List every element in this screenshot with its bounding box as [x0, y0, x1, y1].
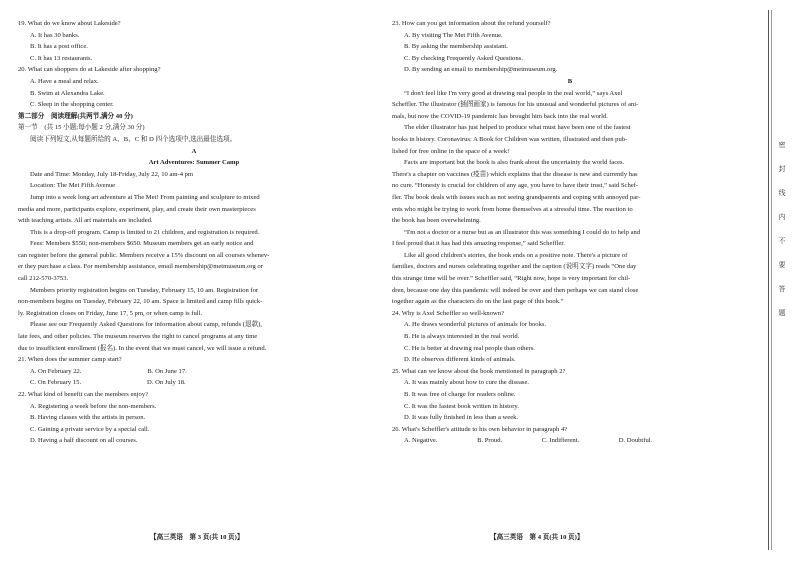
right-column-line: B: [567, 77, 573, 85]
right-column-line: C. It was the fastest book written in history.: [404, 402, 519, 410]
right-column-line: B. It was free of charge for readers online.: [404, 391, 516, 398]
left-column-line: 第一节 (共 15 小题;每小题 2 分,满分 30 分): [18, 124, 145, 132]
left-column-line: D. Having a half discount on all courses.: [30, 437, 138, 445]
right-column-line: families, doctors and nurses celebrating together and the caption (说明文字) reads “One day: [392, 263, 637, 271]
seal-char: 答: [778, 285, 786, 293]
left-column-line: due to insufficient enrollment (报名). In the event that we must cancel, we will issue a refund.: [18, 344, 267, 352]
left-column-line: 21. When does the summer camp start?: [18, 356, 122, 364]
right-column-line: fler. The book deals with issues such as not seeing grandparents and coping with annoyed par-: [392, 193, 641, 201]
right-column-line: B. He is always interested in the real world.: [404, 333, 520, 341]
right-column-line: D. He observes different kinds of animals.: [404, 356, 516, 364]
right-column-line: I feel proud that it has had this amazing response,” said Scheffler.: [392, 240, 565, 248]
right-column-line: Scheffler. The illustrator (插图画家) is famous for his unusual and wonderful pictures of ani-: [392, 101, 639, 109]
left-column-line: C. On February 15. D. On July 18.: [30, 379, 186, 387]
left-column-line: call 212-570-3753.: [18, 275, 69, 283]
right-column-line: “I'm not a doctor or a nurse but as an illustrator this was something I could do to help and: [404, 228, 641, 236]
seal-char: 密: [778, 141, 786, 149]
left-column-line: 20. What can shoppers do at Lakeside after shopping?: [18, 66, 161, 74]
left-column-line: 19. What do we know about Lakeside?: [18, 20, 121, 27]
left-column-line: B. It has a post office.: [30, 43, 88, 51]
left-column-line: Location: The Met Fifth Avenue: [30, 182, 116, 190]
right-column-line: D. It was fully finished in less than a week.: [404, 414, 519, 422]
seal-char: 线: [778, 189, 786, 197]
binding-line-inner: [771, 10, 772, 550]
right-column-line: 26. What's Scheffler's attitude to his own behavior in paragraph 4?: [392, 425, 568, 433]
page-footer-right: 【高三英语 第 4 页(共 10 页)】: [490, 534, 584, 541]
left-column: [18, 18, 370, 447]
left-column-line: 阅读下列短文,从每题所给的 A、B、C 和 D 四个选项中,选出最佳选项。: [30, 135, 237, 143]
left-column-line: media and more, participants explore, experiment, play, and create their own masterpieces: [18, 205, 256, 213]
left-column-line: C. It has 13 restaurants.: [30, 54, 93, 62]
left-column-line: Date and Time: Monday, July 18-Friday, July 22, 10 am-4 pm: [30, 170, 194, 178]
left-column-line: Members priority registration begins on Tuesday, February 15, 10 am. Registration for: [30, 286, 259, 294]
left-column-line: with teaching artists. All art materials are included.: [18, 217, 153, 225]
right-column-line: lished for free online in the space of a week!: [392, 147, 510, 155]
left-column-line: B. Swim at Alexandra Lake.: [30, 89, 105, 97]
right-column-line: A. It was mainly about how to cure the disease.: [404, 379, 530, 387]
right-column-line: A. He draws wonderful pictures of animals for books.: [404, 321, 547, 329]
left-column-line: C. Gaining a private service by a special call.: [30, 425, 150, 433]
left-column-line: A. Have a meal and relax.: [30, 77, 99, 85]
right-column-line: this strange time will be over.” Scheffler said, “Right now, hope is very important for chil-: [392, 275, 631, 283]
right-column-line: There's a chapter on vaccines (疫苗) which explains that the disease is new and currently has: [392, 170, 638, 178]
right-column-line: 24. Why is Axel Scheffler so well-known?: [392, 309, 505, 317]
left-column-line: Please see our Frequently Asked Questions for information about camp, refunds (退款),: [30, 321, 263, 329]
left-column-line: B. Having classes with the artists in person.: [30, 414, 146, 422]
left-column-line: late fees, and other policies. The museum reserves the right to cancel programs at any time: [18, 333, 258, 341]
left-column-line: A: [191, 147, 197, 155]
right-column-line: dren, because one day this pandemic will indeed be over and then perhaps we can stand close: [392, 286, 639, 294]
binding-line: [768, 10, 769, 550]
right-column-line: B. By asking the membership assistant.: [404, 43, 508, 51]
left-column-line: Art Adventures: Summer Camp: [148, 159, 240, 167]
left-column-line: C. Sleep in the shopping center.: [30, 101, 114, 109]
right-column-line: “I don't feel like I'm very good at drawing real people in the real world,” says Axel: [404, 89, 623, 97]
right-column-line: 23. How can you get information about the refund yourself?: [392, 20, 551, 27]
left-column-line: This is a drop-off program. Camp is limited to 21 children, and registration is required.: [30, 228, 260, 236]
left-column-line: 第二部分 阅读理解(共两节,满分 40 分): [18, 112, 133, 120]
right-column-line: The elder illustrator has just helped to produce what must have been one of the fastest: [404, 124, 631, 132]
left-column-line: A. On February 22. B. On June 17.: [30, 367, 187, 375]
left-column-line: can register before the general public. Members receive a 15% discount on all courses whenev-: [18, 251, 270, 259]
right-column-line: Facts are important but the book is also frank about the uncertainty the world faces.: [404, 159, 625, 167]
right-column-line: A. By visiting The Met Fifth Avenue.: [404, 31, 503, 39]
margin-seal-text: [776, 140, 788, 318]
seal-char: 要: [778, 261, 786, 269]
right-column-line: no cure. “Honesty is crucial for children of any age, you have to have their trust,” said Schef-: [392, 182, 639, 190]
right-column-line: the book has been overwhelming.: [392, 217, 481, 225]
right-column-line: A. Negative. B. Proud. C. Indifferent. D. Doubtful.: [404, 437, 653, 445]
right-column-line: 25. What can we know about the book mentioned in paragraph 2?: [392, 367, 566, 375]
left-column-line: ly. Registration closes on Friday, June 17, 5 pm, or when camp is full.: [18, 309, 203, 317]
page-footer-left: 【高三英语 第 3 页(共 10 页)】: [150, 534, 244, 541]
left-column-line: Jump into a week long art adventure at The Met! From painting and sculpture to mixed: [30, 193, 260, 201]
left-column-line: Fees: Members $550; non-members $650. Museum members get an early notice and: [30, 240, 254, 248]
right-column: [392, 18, 748, 447]
left-column-line: A. Registering a week before the non-members.: [30, 402, 157, 410]
seal-char: 题: [778, 309, 786, 317]
seal-char: 内: [778, 213, 786, 221]
right-column-line: C. By checking Frequently Asked Questions.: [404, 54, 523, 62]
right-column-line: together again as the characters do on the last page of this book.”: [392, 298, 564, 306]
left-column-line: 22. What kind of benefit can the members enjoy?: [18, 391, 149, 398]
right-column-line: D. By sending an email to membership@metmuseum.org.: [404, 66, 558, 74]
seal-char: 不: [778, 237, 786, 245]
right-column-line: Like all good children's stories, the book ends on a positive note. There's a picture of: [404, 251, 628, 259]
left-column-line: A. It has 30 banks.: [30, 31, 80, 39]
left-column-line: non-members begins on Tuesday, February 22, 10 am. Space is limited and camp fills quick-: [18, 298, 263, 306]
right-column-line: ents who might be trying to work from home themselves at a stressful time. The reaction to: [392, 205, 633, 213]
right-column-line: C. He is better at drawing real people than others.: [404, 344, 535, 352]
right-column-line: mals, but now the COVID-19 pandemic has brought him back into the real world.: [392, 112, 608, 120]
left-column-line: er they purchase a class. For membership assistance, email membership@metmuseum.org or: [18, 263, 263, 271]
seal-char: 封: [778, 165, 786, 173]
right-column-line: books in history. Coronavirus: A Book for Children was written, illustrated and then pub-: [392, 135, 628, 143]
